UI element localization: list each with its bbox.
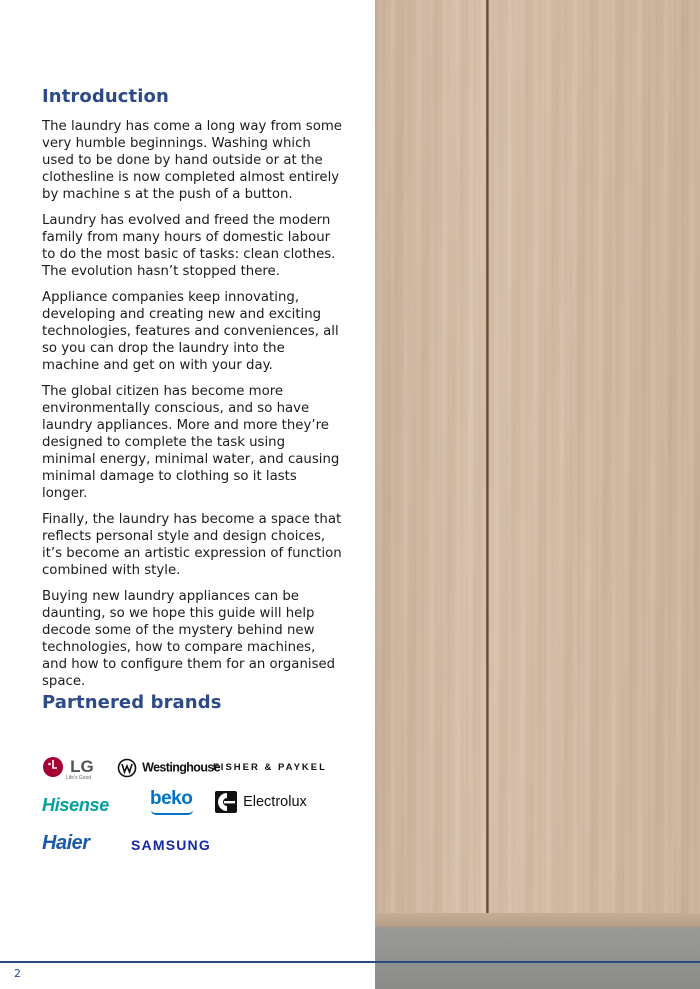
intro-paragraph-6: Buying new laundry appliances can be daunting, so we hope this guide will help decode some of the mystery behind new technologies, how to compare machines, and how to configure them for an organised space. bbox=[42, 589, 336, 689]
westinghouse-wordmark: Westinghouse bbox=[142, 760, 221, 775]
intro-body bbox=[42, 118, 342, 699]
hisense-logo: Hisense bbox=[42, 795, 109, 815]
fisher-paykel-logo: FISHER & PAYKEL bbox=[213, 762, 327, 773]
beko-swoosh bbox=[151, 810, 193, 815]
haier-logo: Haier bbox=[42, 832, 90, 854]
intro-paragraph-4: The global citizen has become more environmentally conscious, and so have laundry appliances. More and more they’re designed to complete the task using minimal energy, minimal water, and causing minimal damage to clothing so it lasts longer. bbox=[42, 384, 340, 501]
footer-rule bbox=[0, 961, 700, 963]
concrete-floor bbox=[375, 927, 700, 989]
beko-wordmark: beko bbox=[150, 788, 193, 809]
electrolux-wordmark: Electrolux bbox=[243, 794, 307, 810]
electrolux-logo bbox=[215, 791, 307, 813]
lg-logo bbox=[42, 756, 94, 781]
samsung-logo: SAMSUNG bbox=[131, 837, 211, 853]
page-number: 2 bbox=[14, 967, 21, 980]
cabinet-base bbox=[375, 913, 700, 927]
intro-paragraph-1: The laundry has come a long way from some very humble beginnings. Washing which used to be done by hand outside or at the clothesline is now completed almost entirely by machine s at the push of a button. bbox=[42, 119, 342, 202]
brands-heading: Partnered brands bbox=[42, 692, 222, 713]
electrolux-mark-icon bbox=[215, 791, 237, 813]
intro-paragraph-3: Appliance companies keep innovating, developing and creating new and exciting technologies, features and conveniences, all so you can drop the laundry into the machine and get on with your day. bbox=[42, 290, 339, 373]
intro-paragraph-2: Laundry has evolved and freed the modern family from many hours of domestic labour to do the most basic of tasks: clean clothes. The evolution hasn’t stopped there. bbox=[42, 213, 336, 279]
lg-wordmark: LG bbox=[70, 757, 94, 776]
wood-cabinet-photo bbox=[375, 0, 700, 918]
intro-paragraph-5: Finally, the laundry has become a space that reflects personal style and design choices, it’s become an artistic expression of function combined with style. bbox=[42, 512, 342, 578]
cabinet-door-gap bbox=[486, 0, 489, 918]
lg-face-icon bbox=[42, 756, 64, 778]
westinghouse-logo bbox=[117, 757, 220, 778]
intro-heading: Introduction bbox=[42, 86, 169, 107]
lg-tagline: Life's Good bbox=[66, 775, 92, 781]
beko-logo bbox=[150, 788, 192, 810]
westinghouse-w-icon bbox=[117, 758, 137, 778]
